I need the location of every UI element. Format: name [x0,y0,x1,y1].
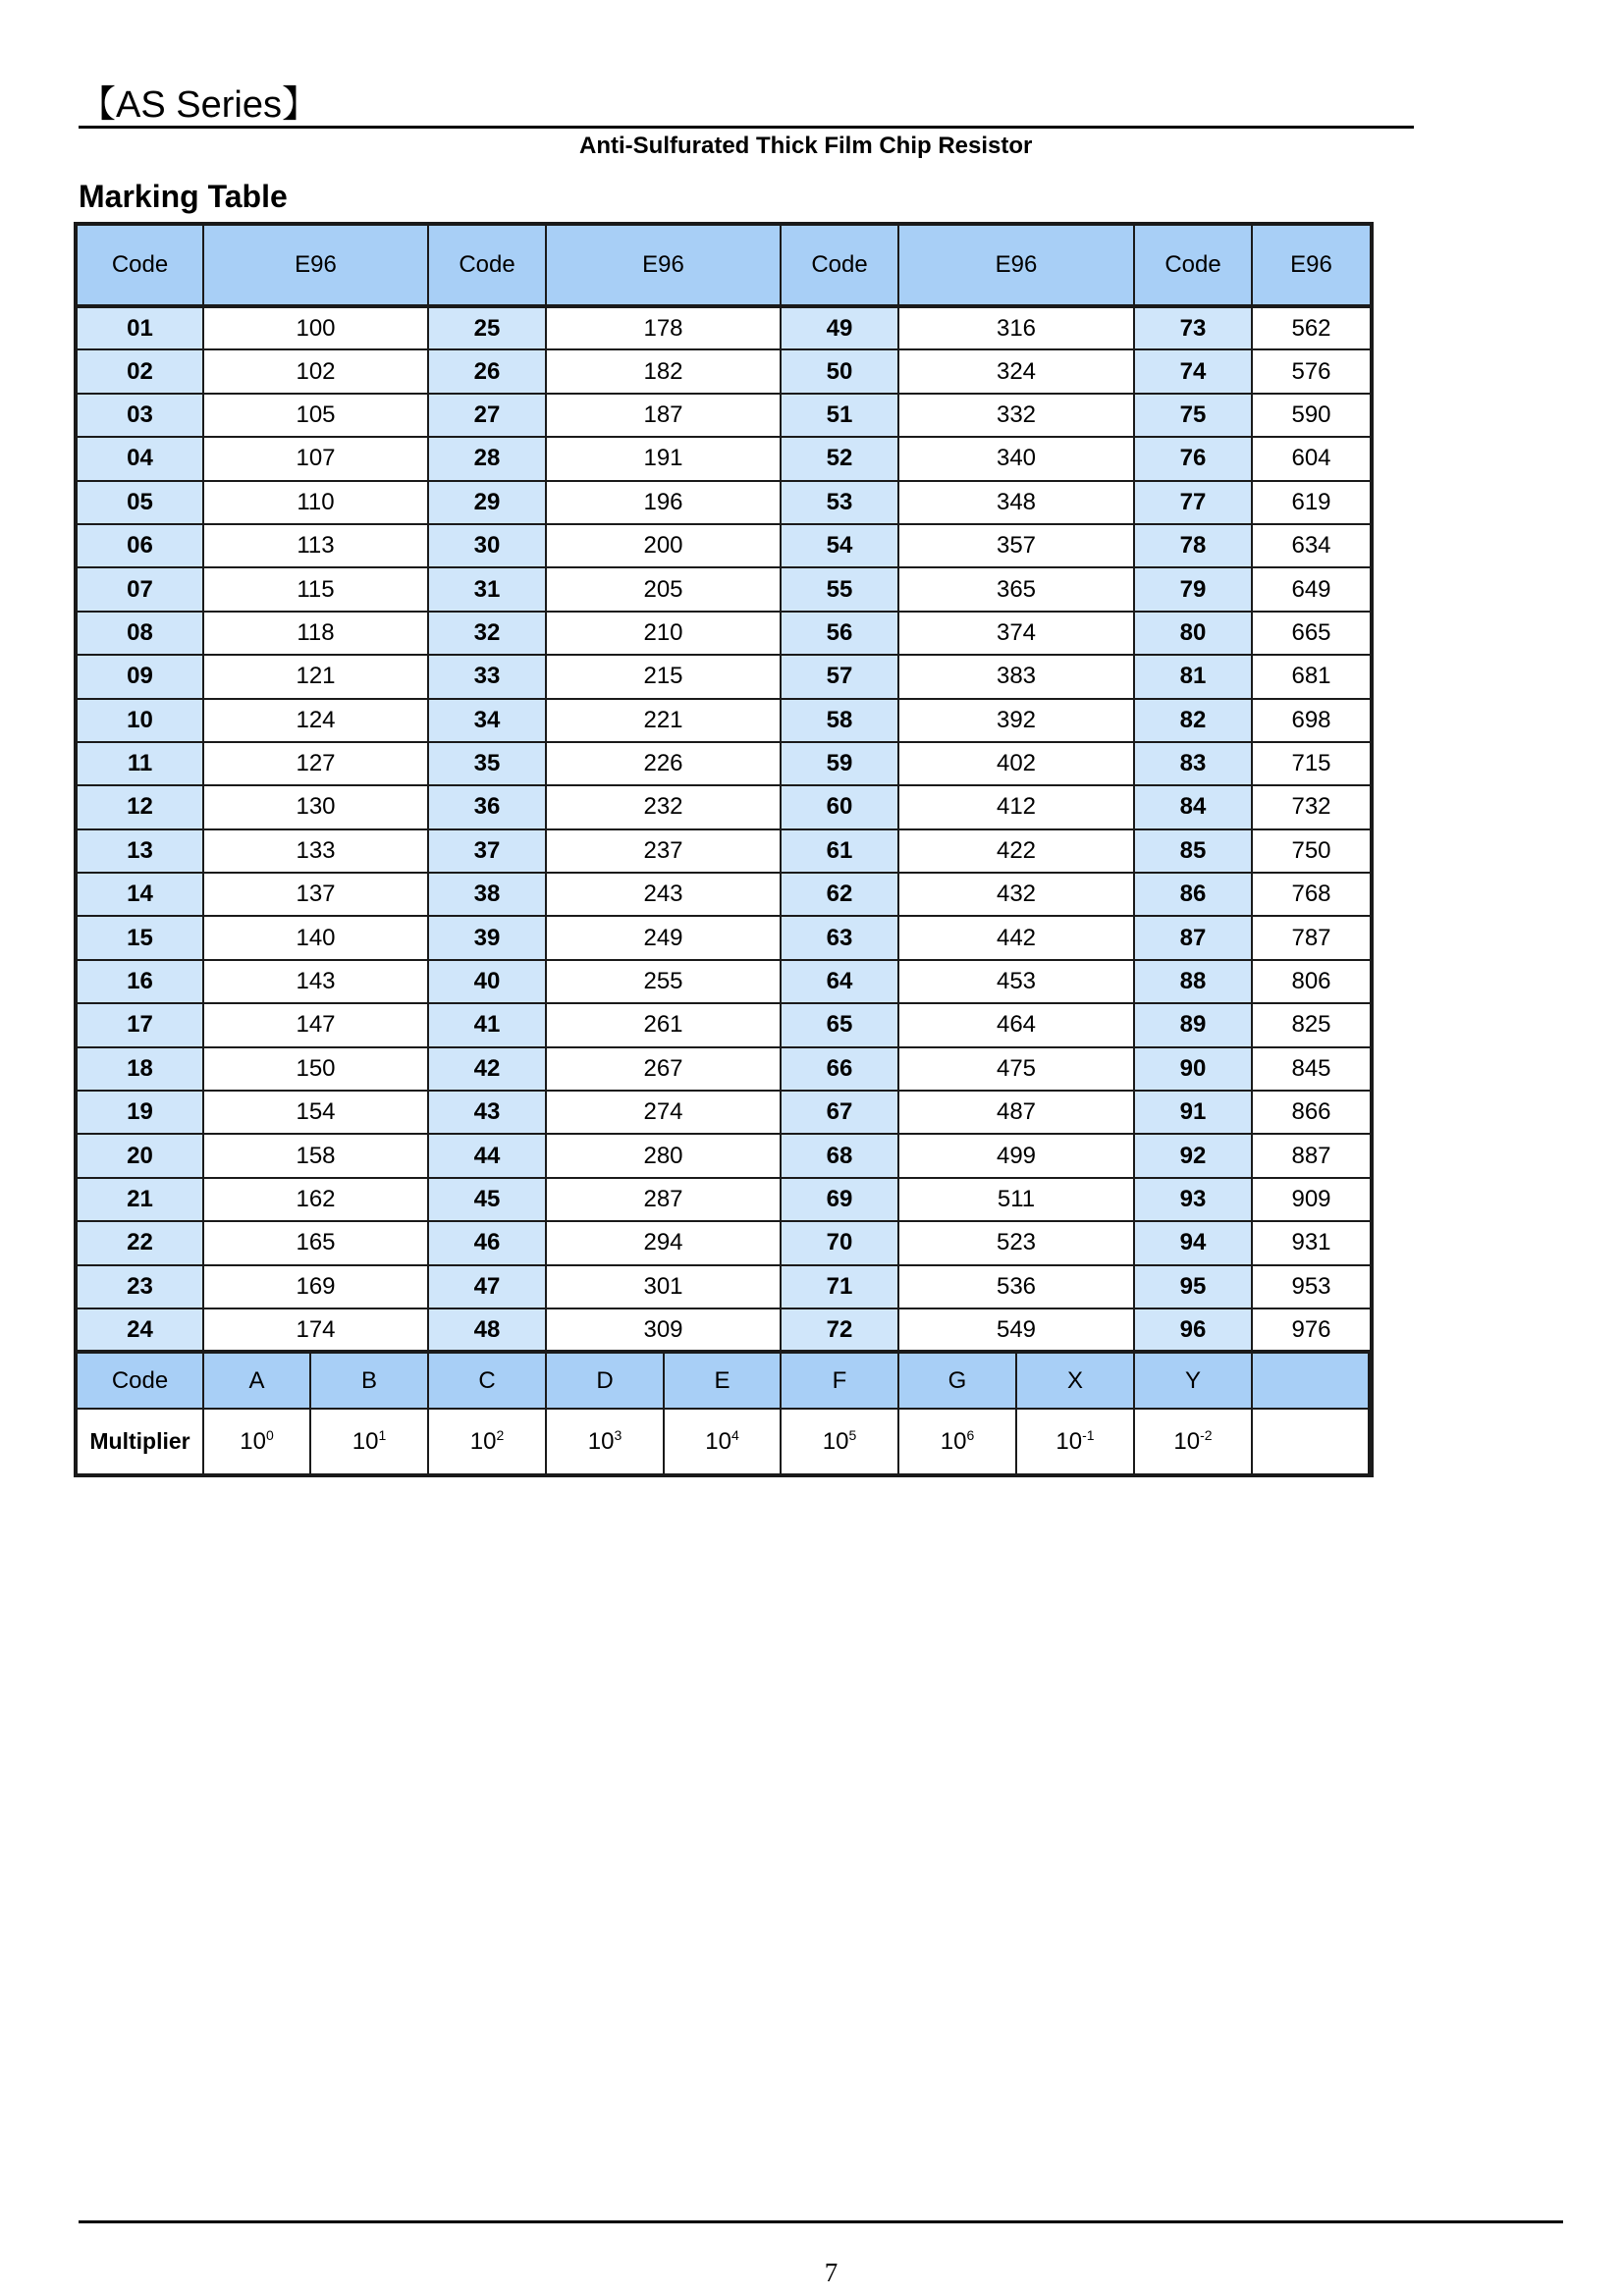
code-cell: 48 [428,1308,546,1352]
code-cell: 49 [781,306,898,349]
multiplier-exponent: 2 [496,1426,505,1443]
table-row [76,699,1372,742]
e96-cell: 523 [898,1221,1134,1264]
multiplier-code-row [76,1352,1372,1409]
code-cell: 60 [781,785,898,828]
multiplier-code-label: Code [76,1352,203,1409]
e96-cell: 649 [1252,567,1372,611]
multiplier-exponent: -2 [1200,1426,1213,1443]
code-cell: 63 [781,916,898,959]
code-cell: 15 [76,916,203,959]
e96-cell: 150 [203,1047,428,1091]
e96-cell: 294 [546,1221,781,1264]
e96-cell: 365 [898,567,1134,611]
multiplier-base: 10 [940,1427,967,1455]
e96-cell: 768 [1252,873,1372,916]
multiplier-code-cell: B [310,1352,428,1409]
multiplier-value-cell [546,1409,664,1475]
table-row [76,481,1372,524]
e96-cell: 442 [898,916,1134,959]
code-cell: 81 [1134,655,1252,698]
multiplier-value-cell [664,1409,781,1475]
code-cell: 30 [428,524,546,567]
code-cell: 26 [428,349,546,393]
table-row [76,306,1372,349]
multiplier-code-cell: C [428,1352,546,1409]
multiplier-code-cell: E [664,1352,781,1409]
multiplier-exponent: 6 [966,1426,975,1443]
e96-cell: 110 [203,481,428,524]
header-e96: E96 [546,224,781,306]
marking-table [74,222,1374,1477]
code-cell: 51 [781,394,898,437]
code-cell: 74 [1134,349,1252,393]
multiplier-value-row [76,1409,1372,1475]
e96-cell: 287 [546,1178,781,1221]
e96-cell: 392 [898,699,1134,742]
table-row [76,1091,1372,1134]
code-cell: 35 [428,742,546,785]
e96-cell: 147 [203,1003,428,1046]
multiplier-code-cell: F [781,1352,898,1409]
page-number: 7 [824,2258,839,2287]
multiplier-exponent: 1 [378,1426,387,1443]
code-cell: 08 [76,612,203,655]
code-cell: 52 [781,437,898,480]
e96-cell: 200 [546,524,781,567]
multiplier-exponent: 4 [730,1426,739,1443]
e96-cell: 562 [1252,306,1372,349]
code-cell: 23 [76,1265,203,1308]
code-cell: 36 [428,785,546,828]
series-title: 【AS Series】 [79,84,319,126]
table-row [76,742,1372,785]
e96-cell: 348 [898,481,1134,524]
e96-cell: 665 [1252,612,1372,655]
code-cell: 71 [781,1265,898,1308]
table-row [76,655,1372,698]
multiplier-code-cell: D [546,1352,664,1409]
table-body [76,224,1372,1475]
code-cell: 37 [428,829,546,873]
section-title: Marking Table [79,179,288,214]
e96-cell: 464 [898,1003,1134,1046]
code-cell: 65 [781,1003,898,1046]
code-cell: 76 [1134,437,1252,480]
code-cell: 83 [1134,742,1252,785]
e96-cell: 301 [546,1265,781,1308]
e96-cell: 162 [203,1178,428,1221]
table-row [76,1003,1372,1046]
e96-cell: 158 [203,1134,428,1177]
code-cell: 89 [1134,1003,1252,1046]
table-row [76,567,1372,611]
multiplier-base: 10 [240,1427,266,1455]
e96-cell: 249 [546,916,781,959]
code-cell: 82 [1134,699,1252,742]
multiplier-code-cell [1252,1352,1369,1409]
e96-cell: 121 [203,655,428,698]
code-cell: 40 [428,960,546,1003]
table-row [76,960,1372,1003]
e96-cell: 604 [1252,437,1372,480]
multiplier-base: 10 [822,1427,849,1455]
e96-cell: 221 [546,699,781,742]
e96-cell: 140 [203,916,428,959]
header-code: Code [781,224,898,306]
title-rule [79,126,1414,129]
code-cell: 01 [76,306,203,349]
e96-cell: 215 [546,655,781,698]
e96-cell: 100 [203,306,428,349]
e96-cell: 475 [898,1047,1134,1091]
e96-cell: 412 [898,785,1134,828]
header-code: Code [428,224,546,306]
code-cell: 19 [76,1091,203,1134]
e96-cell: 324 [898,349,1134,393]
code-cell: 39 [428,916,546,959]
e96-cell: 178 [546,306,781,349]
code-cell: 13 [76,829,203,873]
code-cell: 68 [781,1134,898,1177]
e96-cell: 422 [898,829,1134,873]
e96-cell: 210 [546,612,781,655]
e96-cell: 280 [546,1134,781,1177]
e96-cell: 576 [1252,349,1372,393]
code-cell: 53 [781,481,898,524]
multiplier-exponent: 0 [265,1426,274,1443]
e96-cell: 191 [546,437,781,480]
e96-cell: 634 [1252,524,1372,567]
e96-cell: 174 [203,1308,428,1352]
e96-cell: 845 [1252,1047,1372,1091]
e96-cell: 732 [1252,785,1372,828]
table-row [76,524,1372,567]
code-cell: 28 [428,437,546,480]
e96-cell: 107 [203,437,428,480]
code-cell: 29 [428,481,546,524]
code-cell: 24 [76,1308,203,1352]
code-cell: 69 [781,1178,898,1221]
e96-cell: 115 [203,567,428,611]
e96-cell: 182 [546,349,781,393]
code-cell: 64 [781,960,898,1003]
multiplier-base: 10 [1055,1427,1083,1455]
multiplier-code-cell [1369,1352,1372,1409]
code-cell: 70 [781,1221,898,1264]
code-cell: 96 [1134,1308,1252,1352]
code-cell: 95 [1134,1265,1252,1308]
e96-cell: 165 [203,1221,428,1264]
e96-cell: 237 [546,829,781,873]
e96-cell: 536 [898,1265,1134,1308]
code-cell: 03 [76,394,203,437]
multiplier-value-cell [310,1409,428,1475]
e96-cell: 487 [898,1091,1134,1134]
code-cell: 18 [76,1047,203,1091]
code-cell: 10 [76,699,203,742]
table-row [76,1265,1372,1308]
e96-cell: 806 [1252,960,1372,1003]
code-cell: 31 [428,567,546,611]
code-cell: 21 [76,1178,203,1221]
code-cell: 79 [1134,567,1252,611]
code-cell: 84 [1134,785,1252,828]
multiplier-base: 10 [1173,1427,1201,1455]
code-cell: 57 [781,655,898,698]
table-row [76,1178,1372,1221]
document-subtitle: Anti-Sulfurated Thick Film Chip Resistor [579,133,1033,159]
e96-cell: 590 [1252,394,1372,437]
code-cell: 85 [1134,829,1252,873]
code-cell: 91 [1134,1091,1252,1134]
e96-cell: 309 [546,1308,781,1352]
code-cell: 92 [1134,1134,1252,1177]
code-cell: 72 [781,1308,898,1352]
code-cell: 14 [76,873,203,916]
code-cell: 41 [428,1003,546,1046]
multiplier-base: 10 [705,1427,731,1455]
table-row [76,612,1372,655]
table-row [76,873,1372,916]
e96-cell: 232 [546,785,781,828]
code-cell: 34 [428,699,546,742]
multiplier-label: Multiplier [76,1409,203,1475]
e96-cell: 127 [203,742,428,785]
e96-cell: 267 [546,1047,781,1091]
e96-cell: 169 [203,1265,428,1308]
code-cell: 04 [76,437,203,480]
table-row [76,1047,1372,1091]
code-cell: 87 [1134,916,1252,959]
table-row [76,1134,1372,1177]
code-cell: 07 [76,567,203,611]
header-code: Code [1134,224,1252,306]
code-cell: 27 [428,394,546,437]
code-cell: 22 [76,1221,203,1264]
code-cell: 75 [1134,394,1252,437]
multiplier-base: 10 [587,1427,615,1455]
code-cell: 02 [76,349,203,393]
e96-cell: 887 [1252,1134,1372,1177]
multiplier-code-cell: A [203,1352,310,1409]
code-cell: 20 [76,1134,203,1177]
e96-cell: 113 [203,524,428,567]
code-cell: 09 [76,655,203,698]
code-cell: 88 [1134,960,1252,1003]
multiplier-value-cell [428,1409,546,1475]
multiplier-value-cell [1134,1409,1252,1475]
e96-cell: 866 [1252,1091,1372,1134]
e96-cell: 619 [1252,481,1372,524]
header-row [76,224,1372,306]
code-cell: 46 [428,1221,546,1264]
e96-cell: 196 [546,481,781,524]
code-cell: 38 [428,873,546,916]
e96-cell: 787 [1252,916,1372,959]
multiplier-code-cell: X [1016,1352,1134,1409]
multiplier-value-cell [898,1409,1016,1475]
multiplier-value-cell [203,1409,310,1475]
code-cell: 77 [1134,481,1252,524]
e96-cell: 402 [898,742,1134,785]
code-cell: 44 [428,1134,546,1177]
code-cell: 45 [428,1178,546,1221]
e96-cell: 243 [546,873,781,916]
code-cell: 90 [1134,1047,1252,1091]
e96-cell: 274 [546,1091,781,1134]
code-cell: 47 [428,1265,546,1308]
e96-cell: 226 [546,742,781,785]
e96-cell: 133 [203,829,428,873]
code-cell: 25 [428,306,546,349]
e96-cell: 187 [546,394,781,437]
code-cell: 54 [781,524,898,567]
multiplier-value-cell [1369,1409,1372,1475]
code-cell: 16 [76,960,203,1003]
e96-cell: 340 [898,437,1134,480]
code-cell: 05 [76,481,203,524]
e96-cell: 143 [203,960,428,1003]
multiplier-exponent: 3 [614,1426,622,1443]
e96-cell: 511 [898,1178,1134,1221]
multiplier-code-cell: Y [1134,1352,1252,1409]
e96-cell: 698 [1252,699,1372,742]
e96-cell: 255 [546,960,781,1003]
code-cell: 11 [76,742,203,785]
code-cell: 80 [1134,612,1252,655]
header-e96: E96 [203,224,428,306]
e96-cell: 383 [898,655,1134,698]
table-row [76,1308,1372,1352]
code-cell: 17 [76,1003,203,1046]
multiplier-code-cell: G [898,1352,1016,1409]
code-cell: 33 [428,655,546,698]
e96-cell: 154 [203,1091,428,1134]
table-row [76,1221,1372,1264]
e96-cell: 825 [1252,1003,1372,1046]
code-cell: 78 [1134,524,1252,567]
e96-cell: 357 [898,524,1134,567]
header-code: Code [76,224,203,306]
code-cell: 56 [781,612,898,655]
e96-cell: 681 [1252,655,1372,698]
code-cell: 42 [428,1047,546,1091]
e96-cell: 549 [898,1308,1134,1352]
header-e96: E96 [1252,224,1372,306]
e96-cell: 130 [203,785,428,828]
e96-cell: 102 [203,349,428,393]
e96-cell: 453 [898,960,1134,1003]
footer-rule [79,2220,1563,2223]
e96-cell: 332 [898,394,1134,437]
code-cell: 66 [781,1047,898,1091]
table-row [76,437,1372,480]
table-row [76,349,1372,393]
e96-cell: 953 [1252,1265,1372,1308]
e96-cell: 105 [203,394,428,437]
code-cell: 86 [1134,873,1252,916]
code-cell: 67 [781,1091,898,1134]
code-cell: 93 [1134,1178,1252,1221]
code-cell: 55 [781,567,898,611]
code-cell: 43 [428,1091,546,1134]
e96-cell: 976 [1252,1308,1372,1352]
e96-cell: 931 [1252,1221,1372,1264]
multiplier-exponent: -1 [1082,1426,1095,1443]
table-row [76,394,1372,437]
e96-cell: 316 [898,306,1134,349]
e96-cell: 205 [546,567,781,611]
e96-cell: 124 [203,699,428,742]
code-cell: 58 [781,699,898,742]
multiplier-value-cell [1016,1409,1134,1475]
e96-cell: 909 [1252,1178,1372,1221]
code-cell: 12 [76,785,203,828]
header-e96: E96 [898,224,1134,306]
multiplier-value-cell [1252,1409,1369,1475]
e96-cell: 499 [898,1134,1134,1177]
e96-cell: 750 [1252,829,1372,873]
code-cell: 06 [76,524,203,567]
multiplier-base: 10 [352,1427,379,1455]
code-cell: 50 [781,349,898,393]
code-cell: 32 [428,612,546,655]
multiplier-exponent: 5 [848,1426,857,1443]
code-cell: 62 [781,873,898,916]
e96-cell: 261 [546,1003,781,1046]
table-row [76,829,1372,873]
table-row [76,916,1372,959]
e96-cell: 715 [1252,742,1372,785]
code-cell: 94 [1134,1221,1252,1264]
code-cell: 73 [1134,306,1252,349]
e96-cell: 432 [898,873,1134,916]
table-row [76,785,1372,828]
code-cell: 61 [781,829,898,873]
multiplier-base: 10 [469,1427,497,1455]
code-cell: 59 [781,742,898,785]
e96-cell: 137 [203,873,428,916]
e96-cell: 374 [898,612,1134,655]
multiplier-value-cell [781,1409,898,1475]
e96-cell: 118 [203,612,428,655]
